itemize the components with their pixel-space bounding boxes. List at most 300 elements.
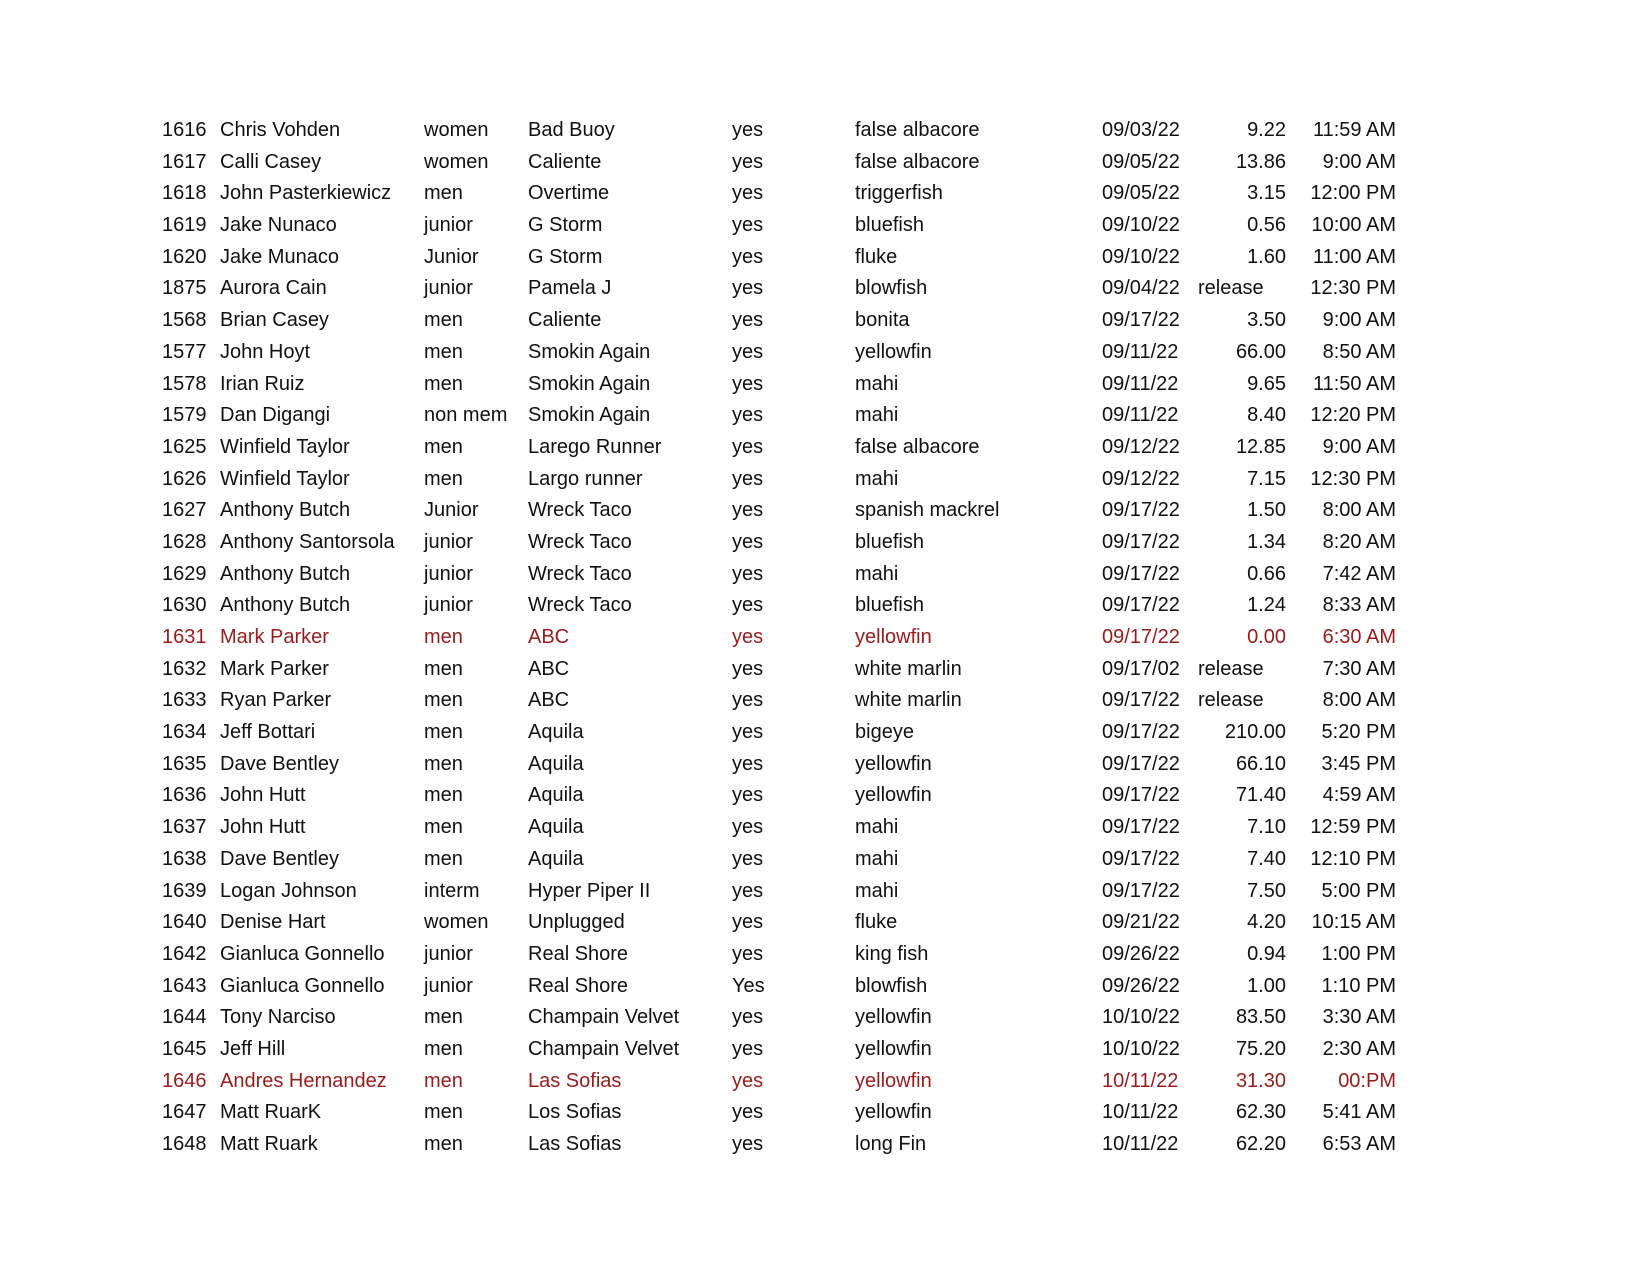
table-row <box>0 1129 1650 1161</box>
catch-time-cell: 00:PM <box>1338 1069 1396 1092</box>
boat-name-cell: ABC <box>528 657 570 680</box>
member-flag-cell: yes <box>732 1037 764 1060</box>
catch-date-cell: 09/12/22 <box>1102 435 1180 458</box>
catch-date-cell: 10/10/22 <box>1102 1006 1180 1029</box>
boat-name-cell: Real Shore <box>528 942 629 965</box>
angler-name-cell: Dan Digangi <box>220 404 331 427</box>
member-flag-cell: yes <box>732 752 764 775</box>
angler-name-cell: Calli Casey <box>220 150 322 173</box>
catch-time-cell: 5:41 AM <box>1322 1101 1396 1124</box>
entry-id-cell: 1630 <box>162 594 207 617</box>
species-cell: yellowfin <box>855 1037 932 1060</box>
weight-cell: release <box>1198 277 1264 300</box>
weight-cell: 0.94 <box>1247 942 1286 965</box>
boat-name-cell: Pamela J <box>528 277 612 300</box>
table-row <box>0 305 1650 337</box>
species-cell: bluefish <box>855 530 924 553</box>
boat-name-cell: Caliente <box>528 309 602 332</box>
weight-cell: 4.20 <box>1247 911 1286 934</box>
table-row <box>0 432 1650 464</box>
catch-time-cell: 8:00 AM <box>1322 689 1396 712</box>
weight-cell: 0.66 <box>1247 562 1286 585</box>
division-cell: men <box>424 1133 463 1155</box>
division-cell: men <box>424 1037 463 1060</box>
table-row <box>0 844 1650 876</box>
catch-date-cell: 10/10/22 <box>1102 1037 1180 1060</box>
entry-id-cell: 1626 <box>162 467 207 490</box>
angler-name-cell: Logan Johnson <box>220 879 357 902</box>
entry-id-cell: 1636 <box>162 784 207 807</box>
angler-name-cell: Mark Parker <box>220 626 329 648</box>
weight-cell: 66.10 <box>1235 752 1286 775</box>
entry-id-cell: 1629 <box>162 562 207 585</box>
boat-name-cell: Real Shore <box>528 974 629 997</box>
division-cell: Junior <box>424 499 479 522</box>
catch-time-cell: 12:30 PM <box>1310 277 1396 300</box>
division-cell: men <box>424 372 463 395</box>
species-cell: triggerfish <box>855 182 943 205</box>
boat-name-cell: Larego Runner <box>528 435 662 458</box>
catch-date-cell: 09/17/22 <box>1102 594 1180 617</box>
table-row <box>0 749 1650 781</box>
catch-time-cell: 12:59 PM <box>1310 816 1396 839</box>
table-row <box>0 1002 1650 1034</box>
species-cell: bonita <box>855 309 910 332</box>
species-cell: mahi <box>855 879 899 902</box>
entry-id-cell: 1578 <box>162 372 207 395</box>
table-row <box>0 147 1650 179</box>
division-cell: men <box>424 816 463 839</box>
boat-name-cell: Caliente <box>528 150 602 173</box>
angler-name-cell: John Pasterkiewicz <box>220 182 392 205</box>
member-flag-cell: yes <box>732 119 764 141</box>
entry-id-cell: 1638 <box>162 847 207 870</box>
boat-name-cell: Aquila <box>528 752 584 775</box>
member-flag-cell: yes <box>732 562 764 585</box>
catch-date-cell: 09/12/22 <box>1102 467 1180 490</box>
division-cell: junior <box>424 974 473 997</box>
species-cell: white marlin <box>855 689 962 712</box>
species-cell: false albacore <box>855 150 980 173</box>
member-flag-cell: yes <box>732 879 764 902</box>
table-row <box>0 115 1650 147</box>
species-cell: mahi <box>855 404 899 427</box>
division-cell: junior <box>424 594 473 617</box>
catch-time-cell: 8:00 AM <box>1322 499 1396 522</box>
species-cell: blowfish <box>855 277 928 300</box>
table-row <box>0 780 1650 812</box>
member-flag-cell: yes <box>732 372 764 395</box>
weight-cell: 7.10 <box>1247 816 1286 839</box>
angler-name-cell: Ryan Parker <box>220 689 332 712</box>
catch-time-cell: 2:30 AM <box>1322 1037 1396 1060</box>
division-cell: men <box>424 467 463 490</box>
angler-name-cell: Winfield Taylor <box>220 467 350 490</box>
catch-date-cell: 09/26/22 <box>1102 974 1180 997</box>
catch-date-cell: 09/11/22 <box>1102 372 1179 395</box>
weight-cell: release <box>1198 689 1264 712</box>
catch-time-cell: 3:30 AM <box>1322 1006 1396 1029</box>
entry-id-cell: 1634 <box>162 721 207 744</box>
member-flag-cell: yes <box>732 1006 764 1029</box>
angler-name-cell: Aurora Cain <box>220 277 327 300</box>
table-row <box>0 654 1650 686</box>
table-row <box>0 527 1650 559</box>
division-cell: Junior <box>424 245 479 268</box>
member-flag-cell: yes <box>732 594 764 617</box>
member-flag-cell: yes <box>732 309 764 332</box>
member-flag-cell: yes <box>732 530 764 553</box>
angler-name-cell: Matt Ruark <box>220 1133 318 1155</box>
member-flag-cell: yes <box>732 499 764 522</box>
catch-time-cell: 12:10 PM <box>1310 847 1396 870</box>
weight-cell: 1.00 <box>1247 974 1286 997</box>
entry-id-cell: 1645 <box>162 1037 207 1060</box>
angler-name-cell: Brian Casey <box>220 309 329 332</box>
catch-time-cell: 5:20 PM <box>1321 721 1396 744</box>
angler-name-cell: John Hutt <box>220 784 306 807</box>
catch-date-cell: 09/17/22 <box>1102 847 1180 870</box>
angler-name-cell: Gianluca Gonnello <box>220 974 385 997</box>
table-row <box>0 464 1650 496</box>
catch-time-cell: 11:50 AM <box>1312 372 1396 395</box>
catch-date-cell: 09/10/22 <box>1102 214 1180 237</box>
catch-date-cell: 09/17/22 <box>1102 784 1180 807</box>
species-cell: white marlin <box>855 657 962 680</box>
table-row <box>0 1034 1650 1066</box>
boat-name-cell: Wreck Taco <box>528 530 632 553</box>
table-row <box>0 400 1650 432</box>
table-row <box>0 495 1650 527</box>
member-flag-cell: yes <box>732 150 764 173</box>
catch-date-cell: 09/17/22 <box>1102 879 1180 902</box>
species-cell: yellowfin <box>855 752 932 775</box>
angler-name-cell: Winfield Taylor <box>220 435 350 458</box>
member-flag-cell: yes <box>732 911 764 934</box>
species-cell: mahi <box>855 816 899 839</box>
table-row <box>0 369 1650 401</box>
catch-time-cell: 7:42 AM <box>1322 562 1396 585</box>
weight-cell: 210.00 <box>1224 721 1286 744</box>
member-flag-cell: yes <box>732 626 764 648</box>
boat-name-cell: ABC <box>528 626 570 648</box>
catch-time-cell: 10:15 AM <box>1311 911 1396 934</box>
member-flag-cell: yes <box>732 467 764 490</box>
table-row <box>0 178 1650 210</box>
table-row <box>0 939 1650 971</box>
member-flag-cell: yes <box>732 847 764 870</box>
catch-date-cell: 10/11/22 <box>1102 1101 1179 1124</box>
table-row <box>0 685 1650 717</box>
division-cell: women <box>424 150 489 173</box>
catch-date-cell: 09/17/22 <box>1102 626 1180 648</box>
weight-cell: 9.22 <box>1247 119 1286 141</box>
boat-name-cell: Los Sofias <box>528 1101 622 1124</box>
species-cell: fluke <box>855 911 898 934</box>
catch-date-cell: 09/05/22 <box>1102 150 1180 173</box>
entry-id-cell: 1620 <box>162 245 207 268</box>
division-cell: women <box>424 911 489 934</box>
catch-time-cell: 1:00 PM <box>1321 942 1396 965</box>
species-cell: yellowfin <box>855 1006 932 1029</box>
member-flag-cell: yes <box>732 214 764 237</box>
entry-id-cell: 1625 <box>162 435 207 458</box>
catch-time-cell: 12:00 PM <box>1310 182 1396 205</box>
catch-date-cell: 10/11/22 <box>1102 1133 1179 1155</box>
species-cell: mahi <box>855 372 899 395</box>
entry-id-cell: 1637 <box>162 816 207 839</box>
weight-cell: 71.40 <box>1235 784 1286 807</box>
weight-cell: 8.40 <box>1247 404 1286 427</box>
angler-name-cell: Matt RuarK <box>220 1101 322 1124</box>
entry-id-cell: 1640 <box>162 911 207 934</box>
angler-name-cell: Irian Ruiz <box>220 372 305 395</box>
member-flag-cell: yes <box>732 245 764 268</box>
member-flag-cell: yes <box>732 721 764 744</box>
boat-name-cell: Wreck Taco <box>528 499 632 522</box>
division-cell: junior <box>424 277 473 300</box>
weight-cell: 62.20 <box>1235 1133 1286 1155</box>
weight-cell: 12.85 <box>1235 435 1286 458</box>
weight-cell: 75.20 <box>1235 1037 1286 1060</box>
weight-cell: 62.30 <box>1235 1101 1286 1124</box>
boat-name-cell: Hyper Piper II <box>528 879 651 902</box>
division-cell: men <box>424 435 463 458</box>
boat-name-cell: Smokin Again <box>528 404 651 427</box>
division-cell: men <box>424 752 463 775</box>
division-cell: junior <box>424 530 473 553</box>
angler-name-cell: Dave Bentley <box>220 752 339 775</box>
boat-name-cell: Aquila <box>528 721 584 744</box>
member-flag-cell: yes <box>732 404 764 427</box>
weight-cell: 0.00 <box>1247 626 1286 648</box>
weight-cell: 13.86 <box>1235 150 1286 173</box>
weight-cell: 31.30 <box>1235 1069 1286 1092</box>
species-cell: bigeye <box>855 721 914 744</box>
angler-name-cell: Anthony Butch <box>220 499 351 522</box>
member-flag-cell: yes <box>732 1101 764 1124</box>
boat-name-cell: G Storm <box>528 245 603 268</box>
boat-name-cell: Overtime <box>528 182 610 205</box>
catch-date-cell: 09/17/22 <box>1102 562 1180 585</box>
catch-time-cell: 8:50 AM <box>1322 340 1396 363</box>
angler-name-cell: Mark Parker <box>220 657 329 680</box>
weight-cell: 83.50 <box>1235 1006 1286 1029</box>
table-row <box>0 622 1650 654</box>
division-cell: men <box>424 1101 463 1124</box>
catch-date-cell: 09/11/22 <box>1102 340 1179 363</box>
angler-name-cell: Jake Munaco <box>220 245 339 268</box>
angler-name-cell: Anthony Santorsola <box>220 530 395 553</box>
division-cell: men <box>424 626 463 648</box>
species-cell: blowfish <box>855 974 928 997</box>
catch-time-cell: 6:30 AM <box>1322 626 1396 648</box>
angler-name-cell: Jeff Bottari <box>220 721 316 744</box>
species-cell: spanish mackrel <box>855 499 1000 522</box>
table-row <box>0 337 1650 369</box>
table-row <box>0 812 1650 844</box>
catch-time-cell: 8:20 AM <box>1322 530 1396 553</box>
division-cell: men <box>424 689 463 712</box>
angler-name-cell: Jeff Hill <box>220 1037 286 1060</box>
entry-id-cell: 1619 <box>162 214 207 237</box>
weight-cell: 66.00 <box>1235 340 1286 363</box>
boat-name-cell: ABC <box>528 689 570 712</box>
angler-name-cell: Anthony Butch <box>220 562 351 585</box>
species-cell: mahi <box>855 562 899 585</box>
catch-time-cell: 10:00 AM <box>1311 214 1396 237</box>
member-flag-cell: yes <box>732 1069 764 1092</box>
table-row <box>0 971 1650 1003</box>
entry-id-cell: 1579 <box>162 404 207 427</box>
weight-cell: 1.50 <box>1247 499 1286 522</box>
table-row <box>0 876 1650 908</box>
entry-id-cell: 1644 <box>162 1006 207 1029</box>
member-flag-cell: yes <box>732 340 764 363</box>
catch-date-cell: 09/17/22 <box>1102 752 1180 775</box>
division-cell: interm <box>424 879 480 902</box>
division-cell: men <box>424 1006 463 1029</box>
species-cell: yellowfin <box>855 1101 932 1124</box>
weight-cell: 7.40 <box>1247 847 1286 870</box>
catch-date-cell: 09/26/22 <box>1102 942 1180 965</box>
weight-cell: 7.50 <box>1247 879 1286 902</box>
catch-time-cell: 9:00 AM <box>1322 309 1396 332</box>
catch-date-cell: 09/21/22 <box>1102 911 1180 934</box>
boat-name-cell: Aquila <box>528 816 584 839</box>
species-cell: fluke <box>855 245 898 268</box>
entry-id-cell: 1643 <box>162 974 207 997</box>
angler-name-cell: Dave Bentley <box>220 847 339 870</box>
angler-name-cell: Jake Nunaco <box>220 214 337 237</box>
entry-id-cell: 1646 <box>162 1069 207 1092</box>
species-cell: yellowfin <box>855 340 932 363</box>
table-row <box>0 590 1650 622</box>
catch-date-cell: 09/04/22 <box>1102 277 1180 300</box>
division-cell: men <box>424 847 463 870</box>
angler-name-cell: Tony Narciso <box>220 1006 336 1029</box>
entry-id-cell: 1617 <box>162 150 207 173</box>
member-flag-cell: Yes <box>732 974 765 997</box>
weight-cell: 1.60 <box>1247 245 1286 268</box>
division-cell: men <box>424 657 463 680</box>
weight-cell: 7.15 <box>1247 467 1286 490</box>
table-row <box>0 1097 1650 1129</box>
catch-time-cell: 7:30 AM <box>1322 657 1396 680</box>
boat-name-cell: Largo runner <box>528 467 643 490</box>
catch-date-cell: 09/10/22 <box>1102 245 1180 268</box>
species-cell: false albacore <box>855 119 980 141</box>
division-cell: non mem <box>424 404 508 427</box>
catch-time-cell: 6:53 AM <box>1322 1133 1396 1155</box>
species-cell: false albacore <box>855 435 980 458</box>
catch-time-cell: 9:00 AM <box>1322 435 1396 458</box>
member-flag-cell: yes <box>732 182 764 205</box>
catch-date-cell: 09/17/22 <box>1102 816 1180 839</box>
species-cell: long Fin <box>855 1133 927 1155</box>
boat-name-cell: Unplugged <box>528 911 625 934</box>
weight-cell: 3.50 <box>1247 309 1286 332</box>
catch-time-cell: 5:00 PM <box>1321 879 1396 902</box>
table-row <box>0 559 1650 591</box>
entry-id-cell: 1648 <box>162 1133 207 1155</box>
member-flag-cell: yes <box>732 1133 764 1155</box>
boat-name-cell: Bad Buoy <box>528 119 615 141</box>
entry-id-cell: 1639 <box>162 879 207 902</box>
catch-time-cell: 11:59 AM <box>1312 119 1396 141</box>
division-cell: men <box>424 784 463 807</box>
division-cell: women <box>424 119 489 141</box>
division-cell: men <box>424 340 463 363</box>
division-cell: junior <box>424 942 473 965</box>
boat-name-cell: Aquila <box>528 847 584 870</box>
species-cell: bluefish <box>855 214 924 237</box>
entry-id-cell: 1627 <box>162 499 207 522</box>
catch-time-cell: 4:59 AM <box>1322 784 1396 807</box>
entry-id-cell: 1628 <box>162 530 207 553</box>
entry-id-cell: 1618 <box>162 182 207 205</box>
division-cell: men <box>424 309 463 332</box>
boat-name-cell: Smokin Again <box>528 372 651 395</box>
member-flag-cell: yes <box>732 816 764 839</box>
entry-id-cell: 1577 <box>162 340 207 363</box>
boat-name-cell: Las Sofias <box>528 1069 622 1092</box>
catch-date-cell: 09/17/22 <box>1102 499 1180 522</box>
angler-name-cell: Anthony Butch <box>220 594 351 617</box>
catch-date-cell: 09/17/22 <box>1102 721 1180 744</box>
angler-name-cell: Andres Hernandez <box>220 1069 387 1092</box>
entry-id-cell: 1568 <box>162 309 207 332</box>
entry-id-cell: 1642 <box>162 942 207 965</box>
division-cell: junior <box>424 214 473 237</box>
boat-name-cell: Champain Velvet <box>528 1037 680 1060</box>
catch-time-cell: 12:30 PM <box>1310 467 1396 490</box>
table-row <box>0 273 1650 305</box>
catch-time-cell: 11:00 AM <box>1312 245 1396 268</box>
weight-cell: 3.15 <box>1247 182 1286 205</box>
member-flag-cell: yes <box>732 689 764 712</box>
catch-time-cell: 3:45 PM <box>1321 752 1396 775</box>
boat-name-cell: Aquila <box>528 784 584 807</box>
angler-name-cell: Gianluca Gonnello <box>220 942 385 965</box>
entry-id-cell: 1631 <box>162 626 207 648</box>
boat-name-cell: Champain Velvet <box>528 1006 680 1029</box>
species-cell: king fish <box>855 942 929 965</box>
angler-name-cell: Chris Vohden <box>220 119 341 141</box>
species-cell: yellowfin <box>855 626 932 648</box>
member-flag-cell: yes <box>732 942 764 965</box>
entry-id-cell: 1632 <box>162 657 207 680</box>
species-cell: yellowfin <box>855 784 932 807</box>
entry-id-cell: 1875 <box>162 277 207 300</box>
catch-date-cell: 09/17/22 <box>1102 689 1180 712</box>
member-flag-cell: yes <box>732 784 764 807</box>
species-cell: mahi <box>855 467 899 490</box>
catch-time-cell: 8:33 AM <box>1322 594 1396 617</box>
member-flag-cell: yes <box>732 657 764 680</box>
division-cell: junior <box>424 562 473 585</box>
catch-date-cell: 09/17/22 <box>1102 530 1180 553</box>
angler-name-cell: Denise Hart <box>220 911 326 934</box>
catch-time-cell: 1:10 PM <box>1321 974 1396 997</box>
catch-date-cell: 09/17/02 <box>1102 657 1180 680</box>
member-flag-cell: yes <box>732 277 764 300</box>
angler-name-cell: John Hoyt <box>220 340 311 363</box>
weight-cell: 1.34 <box>1247 530 1286 553</box>
catch-date-cell: 09/11/22 <box>1102 404 1179 427</box>
species-cell: bluefish <box>855 594 924 617</box>
entry-id-cell: 1647 <box>162 1101 207 1124</box>
